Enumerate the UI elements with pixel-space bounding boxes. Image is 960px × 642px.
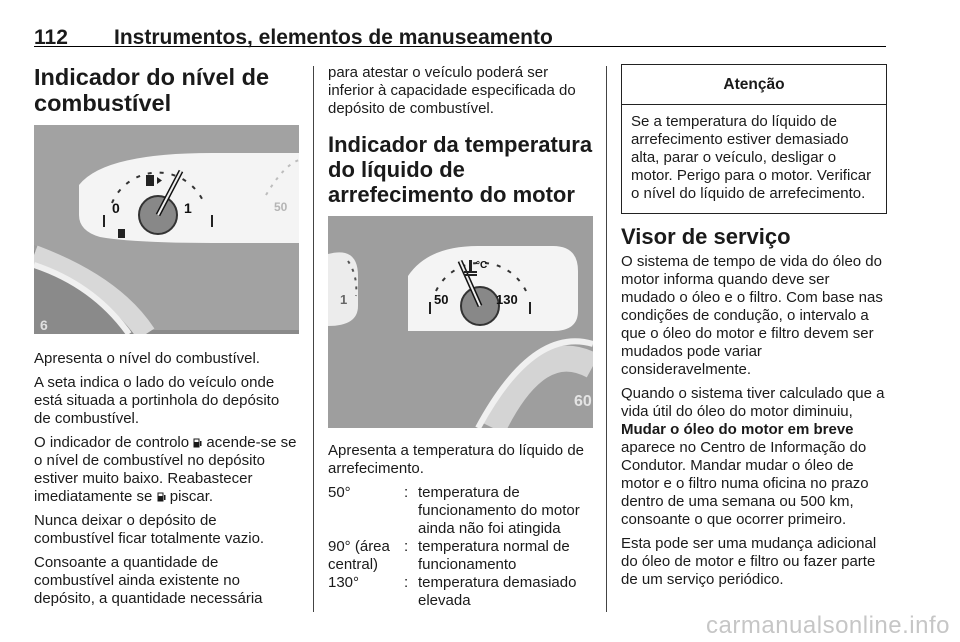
coolant-gauge-illustration [328, 216, 593, 428]
fuel-pump-icon [193, 438, 202, 448]
spec-row [328, 538, 593, 574]
fuel-p5: Consoante a quantidade de combustível ainda existente no depósito, a quantidade necessária [34, 554, 263, 607]
scale-max-label: 1 [184, 200, 192, 216]
speedo-label: 50 [274, 200, 288, 214]
fuel-pump-icon [157, 492, 166, 502]
service-p2-part2: aparece no Centro de Informação do Condutor. Mandar mudar o óleo de motor e o filtro numa oficina no prazo dentro de uma semana ou 500 km, consoante o que ocorrer primeiro. [621, 439, 869, 528]
unit-label: °C [476, 260, 488, 271]
watermark: carmanualsonline.info [706, 612, 950, 639]
spec-term: 50° [328, 484, 351, 501]
fuel-p1: Apresenta o nível do combustível. [34, 350, 260, 367]
speedo-label: 60 [574, 393, 592, 410]
spec-row [328, 484, 593, 538]
spec-row [328, 574, 593, 610]
service-message: Mudar o óleo do motor em breve [621, 421, 854, 438]
fuel-gauge-figure [34, 125, 299, 334]
fuel-p3-part1: O indicador de controlo [34, 434, 194, 451]
fuel-warning-icon [118, 229, 125, 238]
service-p2-part1: Quando o sistema tiver calculado que a vida útil do óleo do motor diminuiu, [621, 385, 885, 420]
spec-term: 130° [328, 574, 360, 591]
coolant-spec-list [328, 484, 593, 610]
service-display-heading: Visor de serviço [621, 224, 791, 249]
column-fuel [34, 64, 299, 608]
scale-min-label: 0 [112, 200, 120, 216]
spec-term: 90° (área central) [328, 538, 390, 573]
coolant-gauge-figure [328, 216, 593, 428]
tacho-label: 6 [40, 317, 48, 333]
fuel-scale-label: 1 [340, 292, 348, 307]
fuel-p3 [34, 434, 299, 506]
column-service [621, 64, 887, 589]
spec-sep: : [404, 538, 409, 555]
fuel-p2: A seta indica o lado do veículo onde está situada a portinhola do depósito de combustível. [34, 374, 280, 427]
spec-sep: : [404, 484, 409, 501]
chapter-title: Instrumentos, elementos de manuseamento [114, 26, 553, 49]
spec-desc: temperatura de funcionamento do motor ainda não foi atingida [418, 484, 580, 537]
fuel-continuation: para atestar o veículo poderá ser inferior à capacidade especificada do depósito de combustível. [328, 64, 576, 117]
page-header [34, 6, 886, 47]
page-number: 112 [34, 26, 68, 49]
coolant-intro: Apresenta a temperatura do líquido de arrefecimento. [328, 442, 585, 477]
spec-desc: temperatura normal de funcionamento [418, 538, 570, 573]
column-divider [313, 66, 314, 612]
spec-desc: temperatura demasiado elevada [418, 574, 577, 609]
fuel-p3-part3: piscar. [165, 488, 214, 505]
scale-max-label: 130 [496, 292, 518, 307]
fuel-body [34, 350, 299, 608]
fuel-p4: Nunca deixar o depósito de combustível ficar totalmente vazio. [34, 512, 265, 547]
service-p2 [621, 385, 887, 529]
scale-min-label: 50 [434, 292, 449, 307]
column-coolant [328, 64, 593, 610]
warning-notice [621, 64, 887, 214]
coolant-heading: Indicador da temperatura do líquido de arrefecimento do motor [328, 132, 593, 207]
service-p1: O sistema de tempo de vida do óleo do motor informa quando deve ser mudado o óleo e o filtro. Com base nas condições de condução, o intervalo a que o óleo do motor e filtro devem ser mudados pode variar consideravelmente. [621, 253, 883, 378]
service-p3: Esta pode ser uma mudança adicional do óleo de motor e filtro ou fazer parte de um serviço periódico. [621, 535, 877, 588]
fuel-gauge-heading: Indicador do nível de combustível [34, 64, 270, 116]
fuel-p3-part2: acende-se se o nível de combustível no depósito estiver muito baixo. Reabastecer imediatamente se [34, 434, 297, 505]
fuel-gauge-illustration [34, 125, 299, 334]
notice-body: Se a temperatura do líquido de arrefecimento estiver demasiado alta, parar o veículo, desligar o motor. Perigo para o motor. Verificar o nível do líquido de arrefecimento. [631, 113, 872, 202]
column-divider [606, 66, 607, 612]
spec-sep: : [404, 574, 409, 591]
notice-title: Atenção [622, 65, 886, 105]
